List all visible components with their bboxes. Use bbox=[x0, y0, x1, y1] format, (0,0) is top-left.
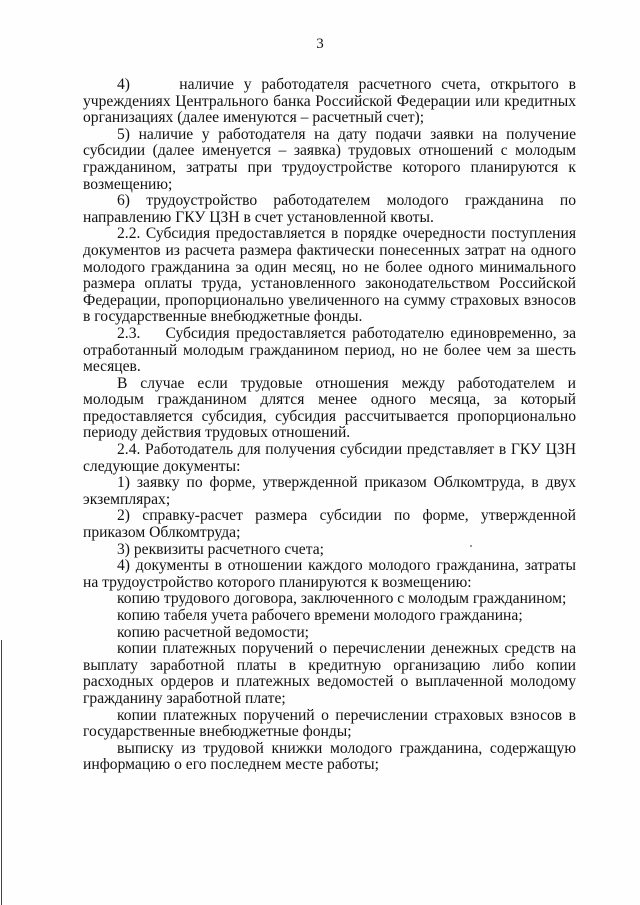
list-item-application: 1) заявку по форме, утвержденной приказом Облкомтруда, в двух экземплярах; bbox=[83, 474, 576, 508]
scan-edge-line bbox=[1, 640, 2, 905]
list-item-salary-payment-orders: копии платежных поручений о перечислении денежных средств на выплату заработной платы в кредитную организацию либо копии расходных ордеров и платежных ведомостей о выплаченной молодому гражданину заработной плате; bbox=[83, 640, 576, 707]
list-item-labor-contract-copy: копию трудового договора, заключенного с молодым гражданином; bbox=[117, 590, 567, 608]
paragraph-2-3-one-time-subsidy: 2.3. Субсидия предоставляется работодателю единовременно, за отработанный молодым гражданином период, но не более чем за шесть месяцев. bbox=[83, 324, 576, 376]
list-item-bank-details: 3) реквизиты расчетного счета; bbox=[117, 540, 324, 558]
list-item-insurance-payment-orders: копии платежных поручений о перечислении страховых взносов в государственные внебюджетные фонды; bbox=[83, 706, 576, 741]
document-body bbox=[83, 77, 576, 774]
list-item-citizen-documents: 4) документы в отношении каждого молодого гражданина, затраты на трудоустройство которого планируются к возмещению: bbox=[83, 557, 576, 591]
paragraph-proportional-calculation: В случае если трудовые отношения между работодателем и молодым гражданином длятся менее одного месяца, за который предоставляется субсидия, субсидия рассчитывается пропорционально периоду действия трудовых отношений. bbox=[83, 374, 576, 442]
paragraph-item-6-quota-employment: 6) трудоустройство работодателем молодого гражданина по направлению ГКУ ЦЗН в счет установленной квоты. bbox=[83, 192, 576, 226]
page-number: 3 bbox=[316, 36, 324, 52]
list-item-calculation-certificate: 2) справку-расчет размера субсидии по форме, утвержденной приказом Облкомтруда; bbox=[83, 507, 576, 542]
paragraph-item-4-bank-account: 4) наличие у работодателя расчетного счета, открытого в учреждениях Центрального банка Российской Федерации или кредитных организациях (далее именуются – расчетный счет); bbox=[83, 76, 576, 127]
list-item-workbook-extract: выписку из трудовой книжки молодого гражданина, содержащую информацию о его последнем месте работы; bbox=[83, 739, 576, 774]
paragraph-2-2-subsidy-order: 2.2. Субсидия предоставляется в порядке очередности поступления документов из расчета размера фактически понесенных затрат на одного молодого гражданина за один месяц, но не более одного минимального размера оплаты труда, установленного законодательством Российской Федерации, пропорционально увеличенного на сумму страховых взносов в государственные внебюджетные фонды. bbox=[83, 225, 576, 326]
list-item-payroll-copy: копию расчетной ведомости; bbox=[117, 623, 309, 641]
list-item-timesheet-copy: копию табеля учета рабочего времени молодого гражданина; bbox=[117, 607, 523, 624]
scan-speck bbox=[470, 545, 472, 547]
paragraph-2-4-documents-intro: 2.4. Работодатель для получения субсидии представляет в ГКУ ЦЗН следующие документы: bbox=[83, 441, 576, 475]
paragraph-item-5-labor-relations: 5) наличие у работодателя на дату подачи заявки на получение субсидии (далее именуется – заявка) трудовых отношений с молодым гражданином, затраты при трудоустройстве которого планируются к возмещению; bbox=[83, 125, 576, 193]
